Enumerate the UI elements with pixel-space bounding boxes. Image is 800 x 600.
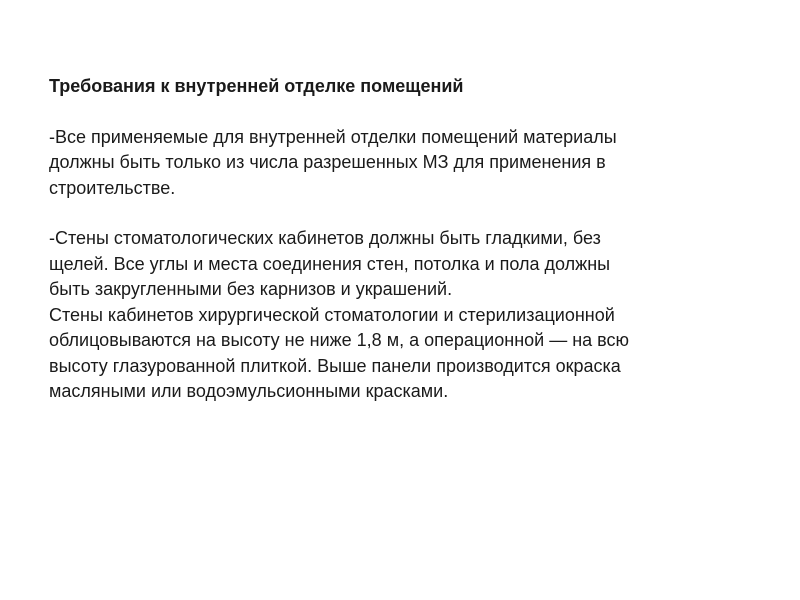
paragraph-line: быть закругленными без карнизов и украшений. bbox=[49, 279, 453, 299]
paragraph-line: Стены кабинетов хирургической стоматологии и стерилизационной bbox=[49, 304, 615, 325]
paragraph-line: масляными или водоэмульсионными красками. bbox=[49, 381, 449, 401]
paragraph-line: щелей. Все углы и места соединения стен, потолка и пола должны bbox=[49, 253, 611, 274]
paragraph-line: -Стены стоматологических кабинетов должны быть гладкими, без bbox=[49, 228, 601, 248]
paragraph-materials bbox=[49, 125, 759, 202]
paragraph-surgical-rooms bbox=[49, 303, 759, 405]
paragraph-line: должны быть только из числа разрешенных МЗ для применения в bbox=[49, 152, 606, 172]
slide-content bbox=[49, 74, 759, 405]
paragraph-walls bbox=[49, 226, 759, 303]
paragraph-line: облицовываются на высоту не ниже 1,8 м, а операционной — на всю bbox=[49, 330, 630, 350]
slide-heading: Требования к внутренней отделке помещений bbox=[49, 76, 464, 96]
paragraph-line: высоту глазурованной плиткой. Выше панели производится окраска bbox=[49, 355, 621, 376]
paragraph-line: строительстве. bbox=[49, 177, 176, 198]
paragraph-line: -Все применяемые для внутренней отделки помещений материалы bbox=[49, 126, 617, 147]
